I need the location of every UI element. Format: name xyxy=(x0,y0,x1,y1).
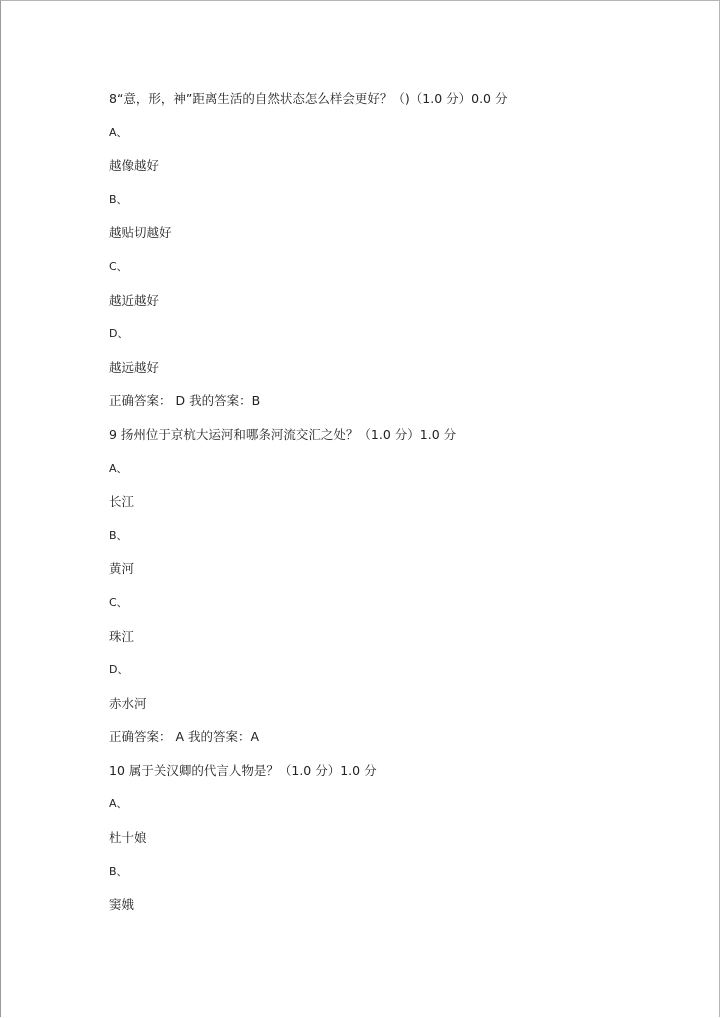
answer-line: 正确答案： D 我的答案：B xyxy=(109,393,261,409)
question-9-stem: 9 扬州位于京杭大运河和哪条河流交汇之处？（1.0 分）1.0 分 xyxy=(109,426,457,442)
quiz-content xyxy=(109,90,669,930)
option-letter: B、 xyxy=(109,864,128,878)
answer-line: 正确答案： A 我的答案：A xyxy=(109,729,260,745)
option-text: 越近越好 xyxy=(109,292,160,308)
option-letter: D、 xyxy=(109,663,129,677)
option-text: 黄河 xyxy=(109,561,135,577)
option-letter: A、 xyxy=(109,125,128,139)
option-letter: A、 xyxy=(109,461,128,475)
option-text: 窦娥 xyxy=(109,897,135,913)
question-8-stem: 8“意，形，神”距离生活的自然状态怎么样会更好？（)（1.0 分）0.0 分 xyxy=(109,91,508,106)
option-text: 越远越好 xyxy=(109,359,160,375)
option-letter: C、 xyxy=(109,595,128,609)
option-letter: C、 xyxy=(109,259,128,273)
option-text: 赤水河 xyxy=(109,695,147,711)
option-letter: D、 xyxy=(109,327,129,341)
option-text: 杜十娘 xyxy=(109,830,147,846)
option-text: 长江 xyxy=(109,494,135,510)
option-letter: A、 xyxy=(109,797,128,811)
option-letter: B、 xyxy=(109,528,128,542)
option-text: 越贴切越好 xyxy=(109,225,172,241)
option-text: 珠江 xyxy=(109,628,135,644)
question-10-stem: 10 属于关汉卿的代言人物是？（1.0 分）1.0 分 xyxy=(109,762,377,778)
option-letter: B、 xyxy=(109,192,128,206)
option-text: 越像越好 xyxy=(109,158,160,174)
